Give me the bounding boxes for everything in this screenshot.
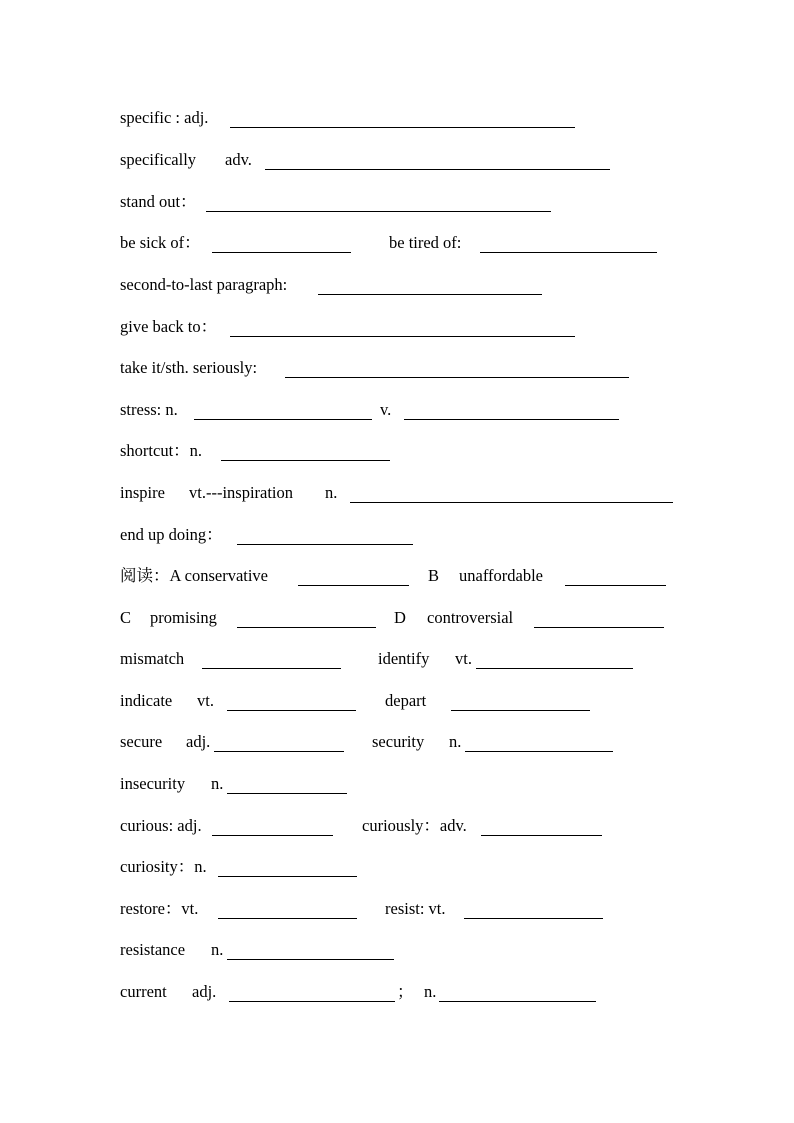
answer-blank[interactable]: [265, 169, 610, 170]
answer-blank[interactable]: [227, 793, 347, 794]
term-text: depart: [385, 691, 427, 710]
term-text: inspire: [120, 483, 165, 502]
part-of-speech: adj.: [192, 982, 217, 1001]
term-text: promising: [150, 608, 217, 627]
term-text: curiously：adv.: [362, 816, 467, 835]
part-of-speech: adv.: [225, 150, 252, 169]
term-text: insecurity: [120, 774, 186, 793]
part-of-speech: v.: [380, 400, 392, 419]
answer-blank[interactable]: [481, 835, 602, 836]
answer-blank[interactable]: [285, 377, 629, 378]
part-of-speech: n.: [325, 483, 338, 502]
term-text: indicate: [120, 691, 173, 710]
term-text: second-to-last paragraph:: [120, 275, 288, 294]
term-text: end up doing：: [120, 525, 223, 544]
answer-blank[interactable]: [480, 252, 657, 253]
option-letter: D: [394, 608, 406, 627]
term-text: current: [120, 982, 167, 1001]
answer-blank[interactable]: [464, 918, 603, 919]
option-letter: C: [120, 608, 132, 627]
answer-blank[interactable]: [194, 419, 372, 420]
term-text: be tired of:: [389, 233, 462, 252]
term-text: shortcut：n.: [120, 441, 203, 460]
term-text: resist: vt.: [385, 899, 446, 918]
term-text: security: [372, 732, 425, 751]
answer-blank[interactable]: [350, 502, 673, 503]
term-text: curiosity：n.: [120, 857, 207, 876]
term-text: resistance: [120, 940, 186, 959]
answer-blank[interactable]: [202, 668, 341, 669]
answer-blank[interactable]: [237, 544, 413, 545]
part-of-speech: n.: [449, 732, 462, 751]
answer-blank[interactable]: [318, 294, 542, 295]
term-text: take it/sth. seriously:: [120, 358, 258, 377]
answer-blank[interactable]: [465, 751, 613, 752]
term-text: specifically: [120, 150, 197, 169]
term-text: stand out：: [120, 192, 197, 211]
term-text: identify: [378, 649, 430, 668]
answer-blank[interactable]: [404, 419, 619, 420]
term-text: secure: [120, 732, 163, 751]
term-text: 阅读：A conservative: [120, 566, 269, 585]
term-text: vt.---inspiration: [189, 483, 294, 502]
term-text: be sick of：: [120, 233, 201, 252]
answer-blank[interactable]: [221, 460, 390, 461]
answer-blank[interactable]: [227, 710, 356, 711]
option-letter: B: [428, 566, 440, 585]
answer-blank[interactable]: [212, 835, 333, 836]
separator: ；: [397, 982, 414, 1001]
part-of-speech: n.: [211, 774, 224, 793]
answer-blank[interactable]: [534, 627, 664, 628]
answer-blank[interactable]: [237, 627, 376, 628]
answer-blank[interactable]: [229, 1001, 395, 1002]
answer-blank[interactable]: [565, 585, 666, 586]
answer-blank[interactable]: [230, 127, 575, 128]
term-text: unaffordable: [459, 566, 543, 585]
answer-blank[interactable]: [439, 1001, 596, 1002]
term-text: mismatch: [120, 649, 185, 668]
term-text: restore：vt.: [120, 899, 199, 918]
answer-blank[interactable]: [230, 336, 575, 337]
term-text: specific : adj.: [120, 108, 209, 127]
term-text: curious: adj.: [120, 816, 202, 835]
answer-blank[interactable]: [451, 710, 590, 711]
answer-blank[interactable]: [218, 876, 357, 877]
part-of-speech: vt.: [455, 649, 472, 668]
answer-blank[interactable]: [227, 959, 394, 960]
answer-blank[interactable]: [298, 585, 409, 586]
answer-blank[interactable]: [218, 918, 357, 919]
term-text: give back to：: [120, 317, 218, 336]
part-of-speech: adj.: [186, 732, 211, 751]
term-text: controversial: [427, 608, 514, 627]
part-of-speech: n.: [424, 982, 437, 1001]
answer-blank[interactable]: [476, 668, 633, 669]
part-of-speech: n.: [211, 940, 224, 959]
answer-blank[interactable]: [212, 252, 351, 253]
part-of-speech: vt.: [197, 691, 214, 710]
answer-blank[interactable]: [206, 211, 551, 212]
term-text: stress: n.: [120, 400, 178, 419]
answer-blank[interactable]: [214, 751, 344, 752]
